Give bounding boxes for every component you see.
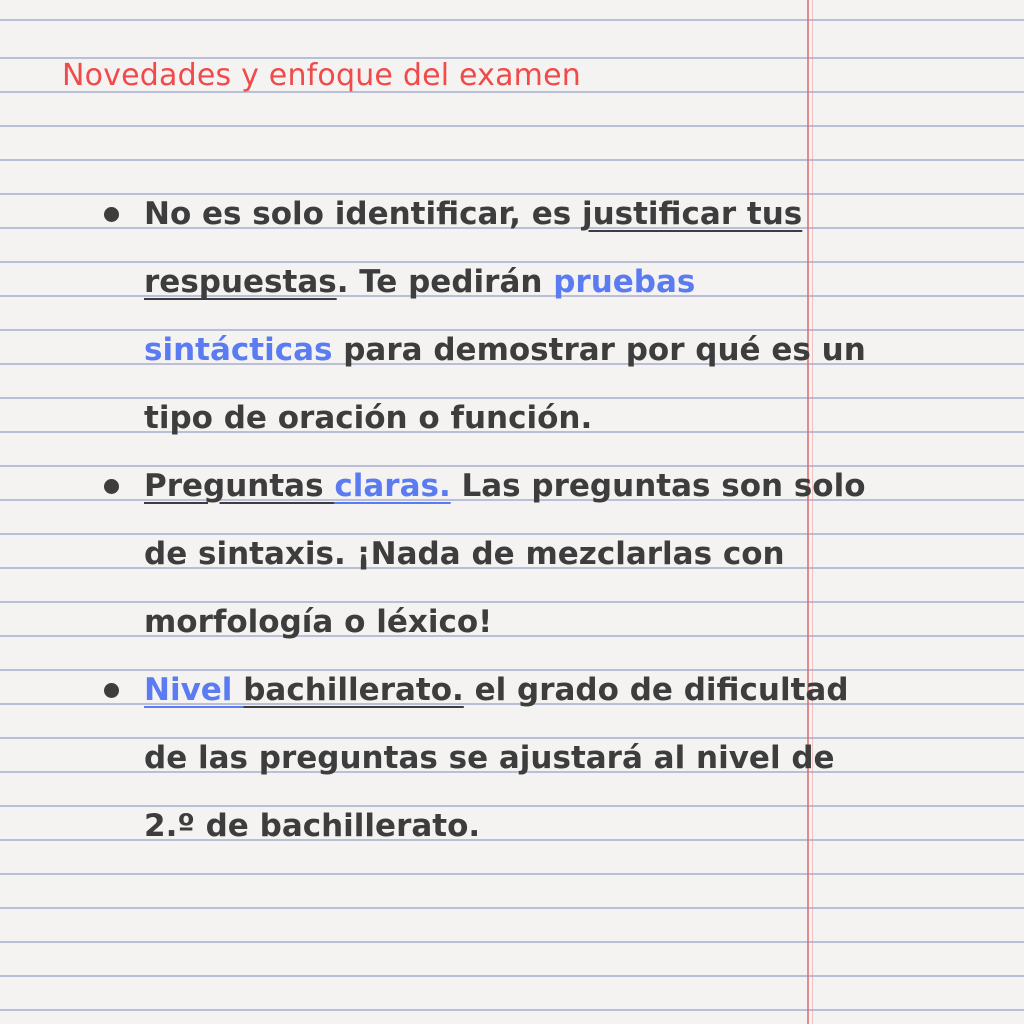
bullet-text: para demostrar por qué es un tipo de oración o función.: [144, 332, 866, 436]
highlighted-underlined-text: claras.: [334, 468, 451, 504]
page-title: Novedades y enfoque del examen: [62, 58, 581, 93]
bullet-text: el grado de dificultad de las preguntas se ajustará al nivel de 2.º de bachillerato.: [144, 672, 849, 844]
list-item: [102, 180, 892, 452]
list-item: [102, 656, 892, 860]
bullet-list: [102, 180, 892, 860]
list-item: [102, 452, 892, 656]
underlined-text: bachillerato.: [243, 672, 464, 708]
bullet-dot-icon: [104, 479, 119, 494]
bullet-dot-icon: [104, 683, 119, 698]
bullet-dot-icon: [104, 207, 119, 222]
underlined-text: justificar tus respuestas: [144, 196, 803, 300]
underlined-text: Preguntas: [144, 468, 335, 504]
bullet-text: No es solo identificar, es: [144, 196, 582, 232]
bullet-text: . Te pedirán: [336, 264, 554, 300]
highlighted-underlined-text: Nivel: [144, 672, 244, 708]
highlighted-text: pruebas sintácticas: [144, 264, 696, 368]
bullet-text: Las preguntas son solo de sintaxis. ¡Nada de mezclarlas con morfología o léxico!: [144, 468, 866, 640]
